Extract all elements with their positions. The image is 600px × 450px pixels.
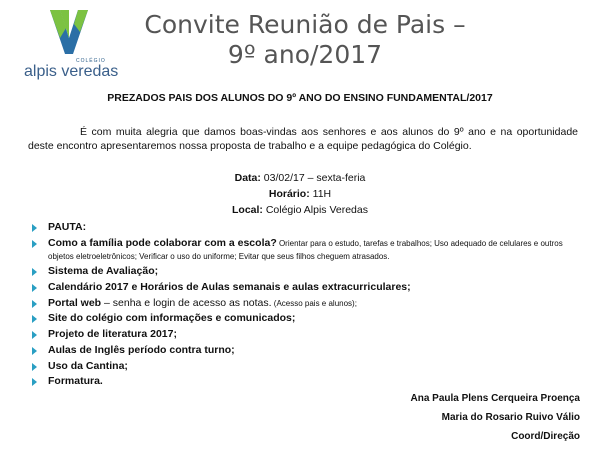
place-label: Local: [232, 204, 263, 216]
list-item: Como a família pode colaborar com a escola? Orientar para o estudo, tarefas e trabalhos; Uso adequado de celulares e outros objetos eletroeletrônicos; Verificar o uso do uniforme; Evitar que seus filhos cheguem atrasados. [26, 237, 586, 263]
list-item: Calendário 2017 e Horários de Aulas semanais e aulas extracurriculares; [26, 281, 586, 294]
meeting-place [0, 204, 600, 216]
date-value: 03/02/17 – sexta-feria [260, 172, 366, 184]
bullet-arrow-icon [32, 378, 37, 386]
date-label: Data: [234, 172, 261, 184]
bullet-arrow-icon [32, 315, 37, 323]
title-line-1: Convite Reunião de Pais – [144, 10, 466, 39]
meeting-date [0, 172, 600, 184]
list-item: Portal web – senha e login de acesso as notas. (Acesso pais e alunos); [26, 297, 586, 310]
signature-name-2: Maria do Rosario Ruivo Válio [441, 412, 580, 423]
bullet-arrow-icon [32, 240, 37, 248]
bullet-arrow-icon [32, 300, 37, 308]
signature-name-1: Ana Paula Plens Cerqueira Proença [410, 393, 580, 404]
bullet-arrow-icon [32, 224, 37, 232]
logo-name: alpis veredas [24, 63, 119, 80]
bullet-arrow-icon [32, 347, 37, 355]
agenda-list [26, 221, 586, 391]
logo-av-icon [46, 8, 92, 58]
list-item: Aulas de Inglês período contra turno; [26, 344, 586, 357]
list-item: PAUTA: [26, 221, 586, 234]
meeting-time [0, 188, 600, 200]
title-line-2: 9º ano/2017 [227, 40, 383, 69]
greeting: PREZADOS PAIS DOS ALUNOS DO 9º ANO DO ENSINO FUNDAMENTAL/2017 [107, 92, 493, 104]
bullet-arrow-icon [32, 363, 37, 371]
list-item: Sistema de Avaliação; [26, 265, 586, 278]
bullet-arrow-icon [32, 268, 37, 276]
bullet-arrow-icon [32, 331, 37, 339]
place-value: Colégio Alpis Veredas [262, 204, 368, 216]
school-logo [16, 8, 136, 80]
list-item: Site do colégio com informações e comunicados; [26, 312, 586, 325]
time-label: Horário: [268, 188, 310, 200]
page-title [140, 10, 470, 70]
signature-role: Coord/Direção [511, 431, 580, 442]
list-item: Projeto de literatura 2017; [26, 328, 586, 341]
list-item: Uso da Cantina; [26, 360, 586, 373]
intro-paragraph: É com muita alegria que damos boas-vindas aos senhores e aos alunos do 9º ano e na oportunidade deste encontro apresentaremos nossa proposta de trabalho e a equipe pedagógica do Colégio. [28, 126, 578, 152]
logo-small-text: COLÉGIO [76, 58, 106, 64]
bullet-arrow-icon [32, 284, 37, 292]
list-item: Formatura. [26, 375, 586, 388]
time-value: 11H [309, 188, 332, 200]
